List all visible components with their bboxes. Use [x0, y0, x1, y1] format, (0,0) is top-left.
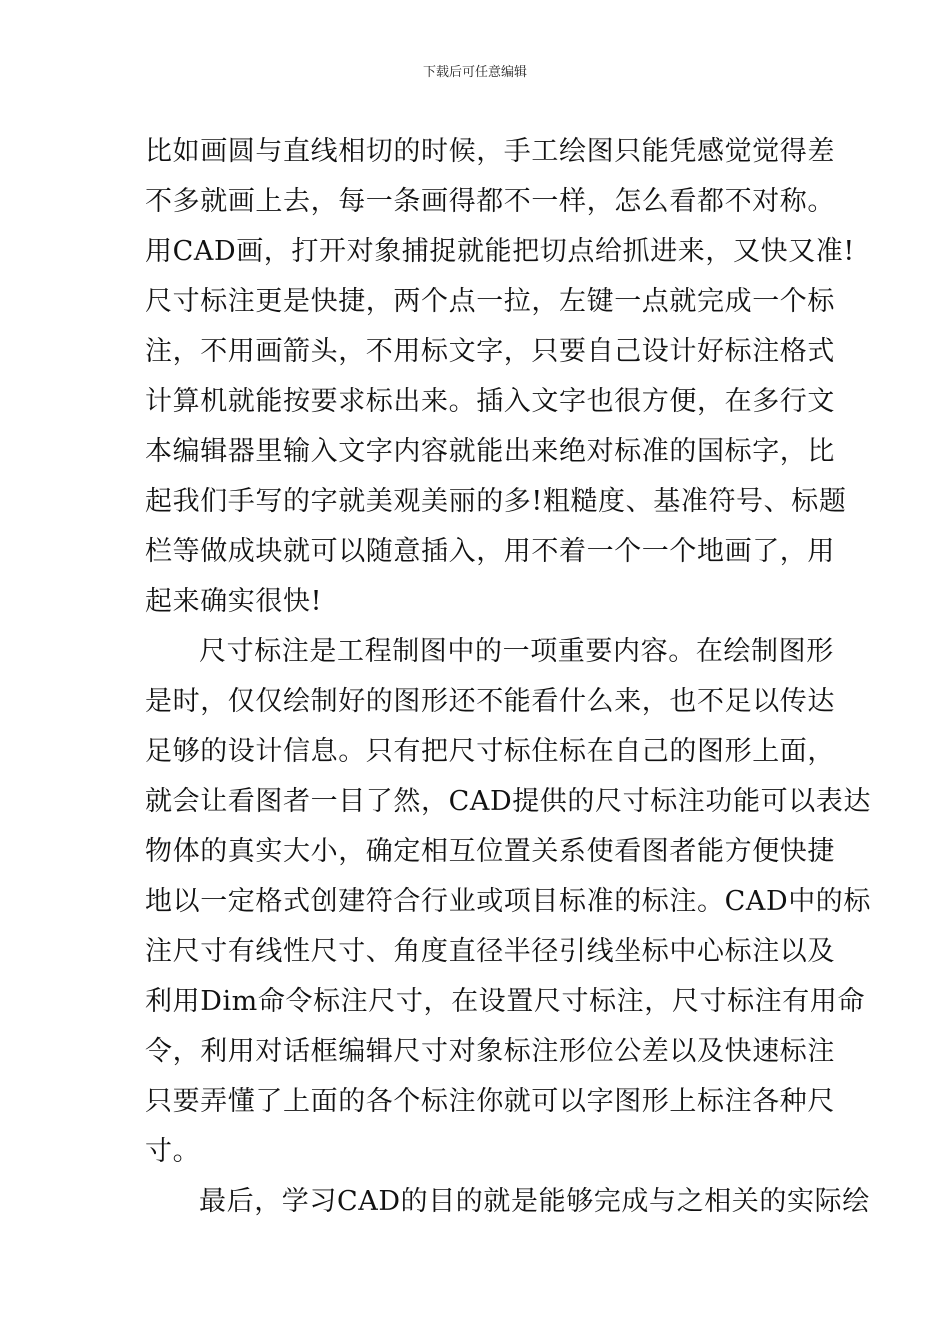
paragraph — [145, 627, 872, 1177]
text-line: 尺寸标注更是快捷，两个点一拉，左键一点就完成一个标 — [145, 286, 835, 317]
paragraph — [145, 1177, 870, 1227]
text-line: 比如画圆与直线相切的时候，手工绘图只能凭感觉觉得差 — [145, 136, 835, 167]
text-line: 尺寸标注是工程制图中的一项重要内容。在绘制图形 — [199, 636, 834, 667]
text-line: 地以一定格式创建符合行业或项目标准的标注。CAD中的标 — [145, 886, 872, 917]
text-line: 物体的真实大小，确定相互位置关系使看图者能方便快捷 — [145, 836, 835, 867]
text-line: 只要弄懂了上面的各个标注你就可以字图形上标注各种尺 — [145, 1086, 835, 1117]
text-line: 就会让看图者一目了然，CAD提供的尺寸标注功能可以表达 — [145, 786, 872, 817]
text-line: 不多就画上去，每一条画得都不一样，怎么看都不对称。 — [145, 186, 835, 217]
text-line: 是时，仅仅绘制好的图形还不能看什么来，也不足以传达 — [145, 686, 835, 717]
text-line: 注，不用画箭头，不用标文字，只要自己设计好标注格式 — [145, 336, 835, 367]
text-line: 栏等做成块就可以随意插入，用不着一个一个地画了，用 — [145, 536, 835, 567]
text-line: 寸。 — [145, 1136, 201, 1167]
text-line: 起来确实很快! — [145, 586, 323, 617]
text-line: 最后，学习CAD的目的就是能够完成与之相关的实际绘 — [199, 1186, 870, 1217]
text-line: 用CAD画，打开对象捕捉就能把切点给抓进来，又快又准! — [145, 236, 855, 267]
text-line: 计算机就能按要求标出来。插入文字也很方便，在多行文 — [145, 386, 835, 417]
text-line: 令，利用对话框编辑尺寸对象标注形位公差以及快速标注 — [145, 1036, 835, 1067]
text-line: 足够的设计信息。只有把尺寸标住标在自己的图形上面， — [145, 736, 835, 767]
text-line: 利用Dim命令标注尺寸，在设置尺寸标注，尺寸标注有用命 — [145, 986, 866, 1017]
text-line: 起我们手写的字就美观美丽的多!粗糙度、基准符号、标题 — [145, 486, 847, 517]
paragraph — [145, 127, 855, 627]
text-line: 注尺寸有线性尺寸、角度直径半径引线坐标中心标注以及 — [145, 936, 835, 967]
text-line: 本编辑器里输入文字内容就能出来绝对标准的国标字，比 — [145, 436, 835, 467]
document-body — [145, 127, 872, 1227]
page-header: 下载后可任意编辑 — [422, 65, 527, 80]
